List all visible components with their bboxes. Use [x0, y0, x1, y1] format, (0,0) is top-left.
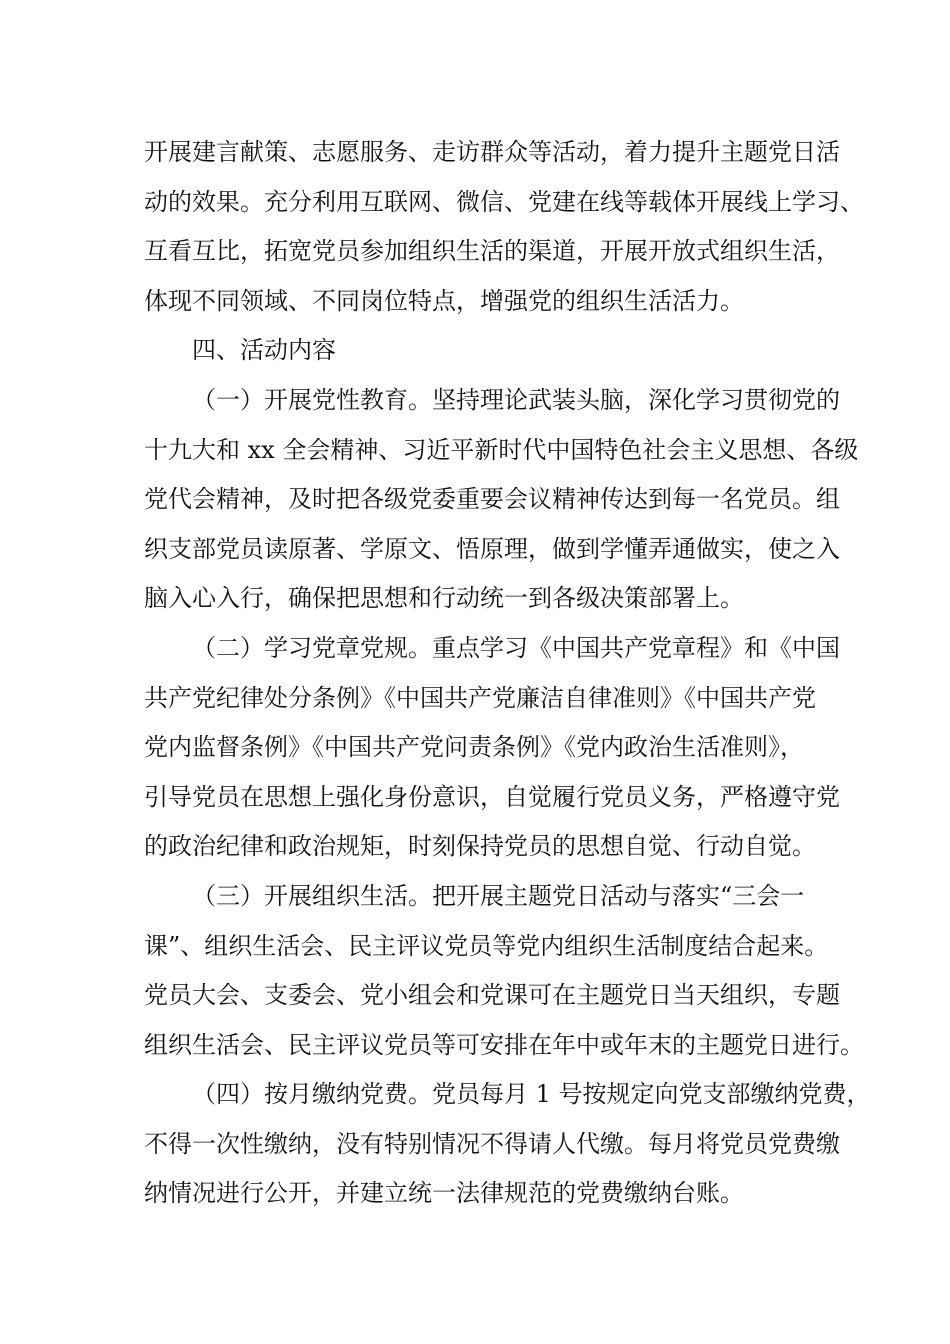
text-line: 动的效果。充分利用互联网、微信、党建在线等载体开展线上学习、 [144, 187, 864, 216]
document-body [144, 128, 871, 1219]
text-line: 党员大会、支委会、党小组会和党课可在主题党日当天组织，专题 [144, 981, 840, 1010]
text-line: 的政治纪律和政治规矩，时刻保持党员的思想自觉、行动自觉。 [144, 832, 816, 861]
text-line: （二）学习党章党规。重点学习《中国共产党章程》和《中国 [192, 633, 840, 662]
text-line: 互看互比，拓宽党员参加组织生活的渠道，开展开放式组织生活， [144, 237, 840, 266]
text-line: 体现不同领域、不同岗位特点，增强党的组织生活活力。 [144, 286, 744, 315]
text-line: 开展建言献策、志愿服务、走访群众等活动，着力提升主题党日活 [144, 138, 840, 166]
text-line: （一）开展党性教育。坚持理论武装头脑，深化学习贯彻党的 [192, 385, 840, 414]
text-line: 引导党员在思想上强化身份意识，自觉履行党员义务，严格遵守党 [144, 782, 840, 811]
text-line: 纳情况进行公开，并建立统一法律规范的党费缴纳台账。 [144, 1179, 744, 1208]
text-line: 不得一次性缴纳，没有特别情况不得请人代缴。每月将党员党费缴 [144, 1129, 840, 1158]
text-line: 课”、组织生活会、民主评议党员等党内组织生活制度结合起来。 [144, 931, 829, 960]
text-line: （四）按月缴纳党费。党员每月 1 号按规定向党支部缴纳党费， [192, 1080, 871, 1109]
text-line: 四、活动内容 [192, 336, 336, 365]
text-line: 党内监督条例》《中国共产党问责条例》《党内政治生活准则》， [144, 733, 804, 762]
text-line: 脑入心入行，确保把思想和行动统一到各级决策部署上。 [144, 584, 744, 613]
text-line: 共产党纪律处分条例》《中国共产党廉洁自律准则》《中国共产党 [144, 683, 816, 712]
text-line: （三）开展组织生活。把开展主题党日活动与落实“三会一 [192, 881, 805, 910]
text-line: 十九大和 xx 全会精神、习近平新时代中国特色社会主义思想、各级 [144, 435, 859, 464]
text-line: 党代会精神，及时把各级党委重要会议精神传达到每一名党员。组 [144, 485, 840, 514]
text-line: 织支部党员读原著、学原文、悟原理，做到学懂弄通做实，使之入 [144, 534, 840, 563]
text-line: 组织生活会、民主评议党员等可安排在年中或年末的主题党日进行。 [144, 1030, 864, 1059]
